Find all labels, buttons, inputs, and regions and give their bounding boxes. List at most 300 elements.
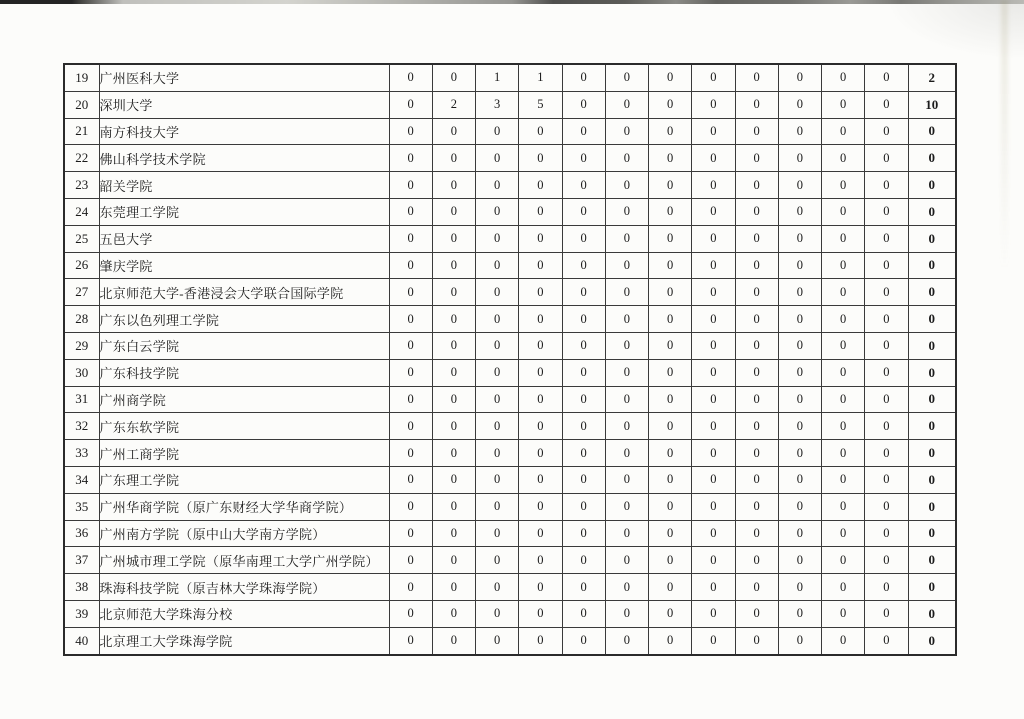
table-row (64, 440, 956, 467)
value-cell: 0 (605, 225, 648, 252)
value-cell: 0 (389, 279, 432, 306)
value-cell: 0 (432, 574, 475, 601)
value-cell: 0 (822, 413, 865, 440)
value-cell: 0 (692, 466, 735, 493)
value-cell: 0 (865, 493, 908, 520)
value-cell: 0 (649, 198, 692, 225)
value-cell: 0 (476, 172, 519, 199)
value-cell: 0 (605, 520, 648, 547)
university-name-cell: 广东科技学院 (99, 359, 389, 386)
value-cell: 0 (692, 359, 735, 386)
university-name-cell: 北京理工大学珠海学院 (99, 627, 389, 654)
row-total-cell: 0 (908, 493, 956, 520)
row-total-cell: 0 (908, 332, 956, 359)
university-name-cell: 五邑大学 (99, 225, 389, 252)
value-cell: 0 (519, 520, 562, 547)
value-cell: 0 (735, 332, 778, 359)
table-row (64, 600, 956, 627)
value-cell: 0 (649, 520, 692, 547)
value-cell: 0 (865, 252, 908, 279)
value-cell: 0 (735, 600, 778, 627)
value-cell: 0 (692, 332, 735, 359)
university-name-cell: 东莞理工学院 (99, 198, 389, 225)
value-cell: 0 (432, 64, 475, 91)
value-cell: 0 (735, 547, 778, 574)
value-cell: 0 (605, 91, 648, 118)
value-cell: 0 (649, 91, 692, 118)
row-number-cell: 37 (64, 547, 99, 574)
value-cell: 0 (778, 172, 821, 199)
value-cell: 0 (865, 198, 908, 225)
value-cell: 0 (562, 466, 605, 493)
value-cell: 0 (735, 493, 778, 520)
table-row (64, 118, 956, 145)
value-cell: 0 (389, 225, 432, 252)
value-cell: 0 (865, 627, 908, 654)
university-name-cell: 广州商学院 (99, 386, 389, 413)
value-cell: 0 (778, 225, 821, 252)
value-cell: 0 (432, 600, 475, 627)
value-cell: 0 (692, 574, 735, 601)
value-cell: 0 (476, 440, 519, 467)
value-cell: 0 (778, 413, 821, 440)
value-cell: 0 (735, 627, 778, 654)
value-cell: 0 (519, 198, 562, 225)
value-cell: 0 (605, 64, 648, 91)
row-number-cell: 21 (64, 118, 99, 145)
table-row (64, 359, 956, 386)
value-cell: 0 (865, 118, 908, 145)
value-cell: 2 (432, 91, 475, 118)
value-cell: 0 (432, 520, 475, 547)
value-cell: 0 (389, 198, 432, 225)
value-cell: 0 (822, 440, 865, 467)
value-cell: 0 (389, 332, 432, 359)
row-total-cell: 2 (908, 64, 956, 91)
value-cell: 0 (562, 386, 605, 413)
value-cell: 0 (432, 493, 475, 520)
value-cell: 0 (562, 547, 605, 574)
value-cell: 0 (476, 600, 519, 627)
value-cell: 0 (692, 627, 735, 654)
value-cell: 0 (735, 64, 778, 91)
value-cell: 0 (519, 145, 562, 172)
row-total-cell: 0 (908, 627, 956, 654)
value-cell: 0 (735, 225, 778, 252)
value-cell: 0 (865, 306, 908, 333)
row-number-cell: 24 (64, 198, 99, 225)
row-total-cell: 0 (908, 600, 956, 627)
value-cell: 0 (865, 279, 908, 306)
value-cell: 0 (562, 574, 605, 601)
value-cell: 0 (778, 627, 821, 654)
university-name-cell: 广州华商学院（原广东财经大学华商学院） (99, 493, 389, 520)
row-total-cell: 0 (908, 252, 956, 279)
value-cell: 0 (519, 359, 562, 386)
row-number-cell: 28 (64, 306, 99, 333)
value-cell: 0 (735, 440, 778, 467)
table-row (64, 252, 956, 279)
value-cell: 0 (822, 386, 865, 413)
value-cell: 0 (389, 91, 432, 118)
value-cell: 0 (692, 118, 735, 145)
value-cell: 0 (519, 627, 562, 654)
value-cell: 0 (605, 600, 648, 627)
value-cell: 0 (389, 172, 432, 199)
value-cell: 0 (778, 359, 821, 386)
row-number-cell: 23 (64, 172, 99, 199)
value-cell: 0 (649, 172, 692, 199)
value-cell: 0 (389, 574, 432, 601)
value-cell: 0 (649, 493, 692, 520)
value-cell: 0 (778, 64, 821, 91)
value-cell: 0 (822, 172, 865, 199)
value-cell: 0 (778, 520, 821, 547)
value-cell: 0 (778, 574, 821, 601)
value-cell: 0 (605, 413, 648, 440)
university-name-cell: 佛山科学技术学院 (99, 145, 389, 172)
value-cell: 0 (519, 279, 562, 306)
value-cell: 0 (389, 547, 432, 574)
value-cell: 0 (605, 440, 648, 467)
row-total-cell: 0 (908, 574, 956, 601)
value-cell: 0 (865, 64, 908, 91)
value-cell: 0 (605, 466, 648, 493)
value-cell: 0 (735, 386, 778, 413)
value-cell: 0 (519, 306, 562, 333)
value-cell: 0 (778, 440, 821, 467)
value-cell: 0 (432, 252, 475, 279)
value-cell: 0 (519, 493, 562, 520)
value-cell: 0 (735, 520, 778, 547)
value-cell: 0 (822, 600, 865, 627)
value-cell: 0 (519, 413, 562, 440)
value-cell: 0 (605, 547, 648, 574)
value-cell: 5 (519, 91, 562, 118)
value-cell: 0 (735, 172, 778, 199)
value-cell: 0 (562, 359, 605, 386)
value-cell: 0 (432, 306, 475, 333)
value-cell: 0 (562, 306, 605, 333)
value-cell: 0 (605, 359, 648, 386)
table-row (64, 332, 956, 359)
table-row (64, 466, 956, 493)
value-cell: 0 (649, 306, 692, 333)
value-cell: 0 (822, 118, 865, 145)
row-number-cell: 30 (64, 359, 99, 386)
value-cell: 0 (432, 627, 475, 654)
row-number-cell: 20 (64, 91, 99, 118)
value-cell: 0 (562, 118, 605, 145)
table-row (64, 64, 956, 91)
value-cell: 0 (476, 332, 519, 359)
value-cell: 0 (649, 225, 692, 252)
value-cell: 0 (432, 225, 475, 252)
university-name-cell: 深圳大学 (99, 91, 389, 118)
value-cell: 0 (778, 198, 821, 225)
value-cell: 0 (649, 547, 692, 574)
value-cell: 0 (692, 198, 735, 225)
table-row (64, 172, 956, 199)
value-cell: 0 (692, 279, 735, 306)
row-total-cell: 0 (908, 359, 956, 386)
value-cell: 0 (822, 332, 865, 359)
value-cell: 0 (822, 64, 865, 91)
value-cell: 0 (476, 279, 519, 306)
value-cell: 0 (822, 225, 865, 252)
value-cell: 0 (692, 600, 735, 627)
university-name-cell: 广东白云学院 (99, 332, 389, 359)
value-cell: 0 (389, 64, 432, 91)
value-cell: 0 (476, 198, 519, 225)
university-name-cell: 广东东软学院 (99, 413, 389, 440)
value-cell: 0 (519, 118, 562, 145)
table-row (64, 198, 956, 225)
row-number-cell: 31 (64, 386, 99, 413)
value-cell: 0 (389, 359, 432, 386)
value-cell: 0 (865, 359, 908, 386)
value-cell: 0 (519, 466, 562, 493)
university-name-cell: 广州工商学院 (99, 440, 389, 467)
value-cell: 0 (519, 600, 562, 627)
value-cell: 0 (562, 198, 605, 225)
value-cell: 0 (865, 225, 908, 252)
value-cell: 0 (519, 547, 562, 574)
value-cell: 0 (519, 172, 562, 199)
value-cell: 0 (519, 386, 562, 413)
value-cell: 0 (432, 440, 475, 467)
value-cell: 0 (649, 64, 692, 91)
value-cell: 0 (476, 413, 519, 440)
value-cell: 0 (605, 172, 648, 199)
row-number-cell: 26 (64, 252, 99, 279)
value-cell: 0 (649, 359, 692, 386)
value-cell: 0 (822, 574, 865, 601)
row-total-cell: 0 (908, 279, 956, 306)
value-cell: 0 (605, 627, 648, 654)
table-row (64, 574, 956, 601)
value-cell: 0 (822, 493, 865, 520)
value-cell: 0 (778, 279, 821, 306)
value-cell: 0 (519, 252, 562, 279)
value-cell: 0 (692, 252, 735, 279)
value-cell: 0 (735, 118, 778, 145)
value-cell: 0 (476, 359, 519, 386)
scan-artifact-corner-shade (884, 0, 1024, 60)
value-cell: 0 (389, 440, 432, 467)
value-cell: 0 (562, 172, 605, 199)
university-name-cell: 南方科技大学 (99, 118, 389, 145)
value-cell: 0 (389, 466, 432, 493)
value-cell: 0 (735, 574, 778, 601)
value-cell: 0 (865, 547, 908, 574)
value-cell: 0 (865, 440, 908, 467)
value-cell: 0 (562, 225, 605, 252)
row-number-cell: 39 (64, 600, 99, 627)
value-cell: 0 (778, 118, 821, 145)
row-total-cell: 0 (908, 386, 956, 413)
table-row (64, 520, 956, 547)
value-cell: 0 (519, 332, 562, 359)
row-total-cell: 0 (908, 306, 956, 333)
value-cell: 0 (735, 359, 778, 386)
value-cell: 0 (605, 574, 648, 601)
value-cell: 0 (476, 493, 519, 520)
row-total-cell: 0 (908, 520, 956, 547)
university-name-cell: 北京师范大学珠海分校 (99, 600, 389, 627)
table-row (64, 627, 956, 654)
value-cell: 0 (605, 198, 648, 225)
value-cell: 0 (692, 225, 735, 252)
value-cell: 0 (605, 252, 648, 279)
value-cell: 0 (692, 386, 735, 413)
value-cell: 0 (476, 306, 519, 333)
value-cell: 0 (605, 332, 648, 359)
row-total-cell: 10 (908, 91, 956, 118)
university-name-cell: 珠海科技学院（原吉林大学珠海学院） (99, 574, 389, 601)
value-cell: 0 (432, 547, 475, 574)
value-cell: 0 (822, 520, 865, 547)
value-cell: 0 (476, 627, 519, 654)
row-number-cell: 19 (64, 64, 99, 91)
value-cell: 0 (649, 252, 692, 279)
value-cell: 0 (778, 252, 821, 279)
value-cell: 0 (432, 359, 475, 386)
university-name-cell: 广州城市理工学院（原华南理工大学广州学院） (99, 547, 389, 574)
value-cell: 0 (865, 332, 908, 359)
value-cell: 0 (865, 413, 908, 440)
value-cell: 0 (605, 145, 648, 172)
value-cell: 0 (476, 252, 519, 279)
value-cell: 0 (389, 252, 432, 279)
value-cell: 0 (692, 520, 735, 547)
value-cell: 0 (432, 145, 475, 172)
value-cell: 0 (692, 493, 735, 520)
value-cell: 0 (865, 466, 908, 493)
value-cell: 0 (649, 145, 692, 172)
table-row (64, 225, 956, 252)
value-cell: 0 (432, 332, 475, 359)
value-cell: 0 (389, 118, 432, 145)
value-cell: 0 (735, 145, 778, 172)
university-name-cell: 广州医科大学 (99, 64, 389, 91)
value-cell: 0 (649, 600, 692, 627)
value-cell: 0 (432, 279, 475, 306)
table-row (64, 547, 956, 574)
value-cell: 0 (692, 413, 735, 440)
row-number-cell: 40 (64, 627, 99, 654)
university-name-cell: 北京师范大学-香港浸会大学联合国际学院 (99, 279, 389, 306)
row-total-cell: 0 (908, 413, 956, 440)
value-cell: 0 (389, 145, 432, 172)
scan-artifact-top-edge (0, 0, 1024, 4)
row-number-cell: 25 (64, 225, 99, 252)
value-cell: 0 (432, 386, 475, 413)
university-name-cell: 韶关学院 (99, 172, 389, 199)
value-cell: 0 (735, 279, 778, 306)
value-cell: 0 (735, 198, 778, 225)
value-cell: 0 (476, 225, 519, 252)
value-cell: 0 (432, 118, 475, 145)
value-cell: 0 (476, 547, 519, 574)
value-cell: 0 (649, 413, 692, 440)
value-cell: 3 (476, 91, 519, 118)
row-total-cell: 0 (908, 198, 956, 225)
value-cell: 0 (562, 91, 605, 118)
value-cell: 0 (692, 145, 735, 172)
university-name-cell: 广州南方学院（原中山大学南方学院） (99, 520, 389, 547)
table-row (64, 493, 956, 520)
row-total-cell: 0 (908, 145, 956, 172)
value-cell: 0 (822, 198, 865, 225)
value-cell: 0 (476, 118, 519, 145)
value-cell: 0 (519, 574, 562, 601)
value-cell: 0 (389, 493, 432, 520)
value-cell: 0 (735, 466, 778, 493)
table-row (64, 145, 956, 172)
value-cell: 0 (562, 493, 605, 520)
table-body (64, 64, 956, 655)
value-cell: 0 (822, 145, 865, 172)
value-cell: 0 (476, 145, 519, 172)
value-cell: 0 (389, 520, 432, 547)
value-cell: 0 (519, 225, 562, 252)
value-cell: 0 (649, 466, 692, 493)
value-cell: 0 (822, 547, 865, 574)
value-cell: 0 (778, 466, 821, 493)
row-total-cell: 0 (908, 466, 956, 493)
value-cell: 0 (692, 172, 735, 199)
value-cell: 0 (865, 91, 908, 118)
value-cell: 0 (389, 627, 432, 654)
value-cell: 1 (519, 64, 562, 91)
value-cell: 0 (562, 145, 605, 172)
value-cell: 1 (476, 64, 519, 91)
value-cell: 0 (519, 440, 562, 467)
row-total-cell: 0 (908, 225, 956, 252)
value-cell: 0 (562, 600, 605, 627)
value-cell: 0 (778, 145, 821, 172)
value-cell: 0 (692, 306, 735, 333)
value-cell: 0 (865, 574, 908, 601)
value-cell: 0 (649, 440, 692, 467)
value-cell: 0 (649, 118, 692, 145)
value-cell: 0 (562, 627, 605, 654)
value-cell: 0 (649, 574, 692, 601)
value-cell: 0 (562, 64, 605, 91)
table-row (64, 413, 956, 440)
value-cell: 0 (822, 306, 865, 333)
university-statistics-table (63, 63, 957, 656)
row-number-cell: 32 (64, 413, 99, 440)
value-cell: 0 (822, 252, 865, 279)
value-cell: 0 (822, 627, 865, 654)
value-cell: 0 (778, 493, 821, 520)
value-cell: 0 (649, 627, 692, 654)
table-row (64, 91, 956, 118)
row-number-cell: 34 (64, 466, 99, 493)
value-cell: 0 (605, 306, 648, 333)
value-cell: 0 (432, 413, 475, 440)
value-cell: 0 (692, 64, 735, 91)
value-cell: 0 (778, 547, 821, 574)
value-cell: 0 (389, 600, 432, 627)
university-name-cell: 广东以色列理工学院 (99, 306, 389, 333)
value-cell: 0 (692, 440, 735, 467)
value-cell: 0 (605, 386, 648, 413)
value-cell: 0 (692, 547, 735, 574)
row-total-cell: 0 (908, 547, 956, 574)
